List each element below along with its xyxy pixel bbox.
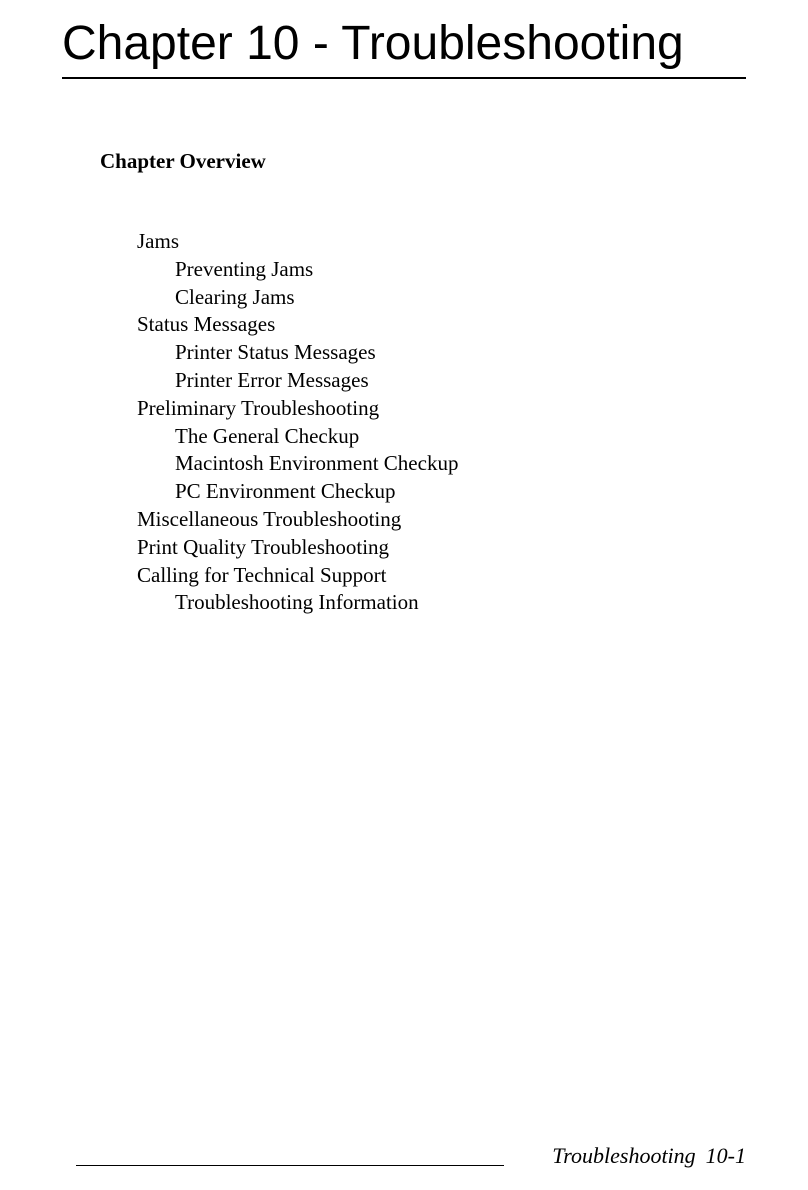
title-rule xyxy=(62,77,746,79)
toc-item-clearing-jams: Clearing Jams xyxy=(175,284,295,309)
footer-rule xyxy=(76,1165,504,1166)
page-footer xyxy=(76,1141,746,1171)
toc-item-print-quality-troubleshooting: Print Quality Troubleshooting xyxy=(137,534,390,559)
toc-item-printer-status-messages: Printer Status Messages xyxy=(175,340,376,365)
toc-item-preventing-jams: Preventing Jams xyxy=(175,256,314,281)
toc-item-jams: Jams xyxy=(137,229,179,253)
toc-item-status-messages: Status Messages xyxy=(137,312,276,337)
toc-item-macintosh-environment-checkup: Macintosh Environment Checkup xyxy=(175,451,459,476)
page-number: 10-1 xyxy=(705,1143,746,1168)
chapter-overview-list xyxy=(137,228,458,617)
footer-running-title xyxy=(552,1141,746,1171)
chapter-title: Chapter 10 - Troubleshooting xyxy=(62,17,684,70)
toc-item-preliminary-troubleshooting: Preliminary Troubleshooting xyxy=(137,395,380,420)
toc-item-general-checkup: The General Checkup xyxy=(175,423,360,448)
chapter-overview-heading: Chapter Overview xyxy=(100,149,266,173)
toc-item-pc-environment-checkup: PC Environment Checkup xyxy=(175,479,396,504)
toc-item-miscellaneous-troubleshooting: Miscellaneous Troubleshooting xyxy=(137,506,402,531)
footer-section-name: Troubleshooting xyxy=(552,1143,696,1168)
toc-item-printer-error-messages: Printer Error Messages xyxy=(175,367,369,392)
toc-item-calling-technical-support: Calling for Technical Support xyxy=(137,562,387,587)
toc-item-troubleshooting-information: Troubleshooting Information xyxy=(175,590,419,615)
